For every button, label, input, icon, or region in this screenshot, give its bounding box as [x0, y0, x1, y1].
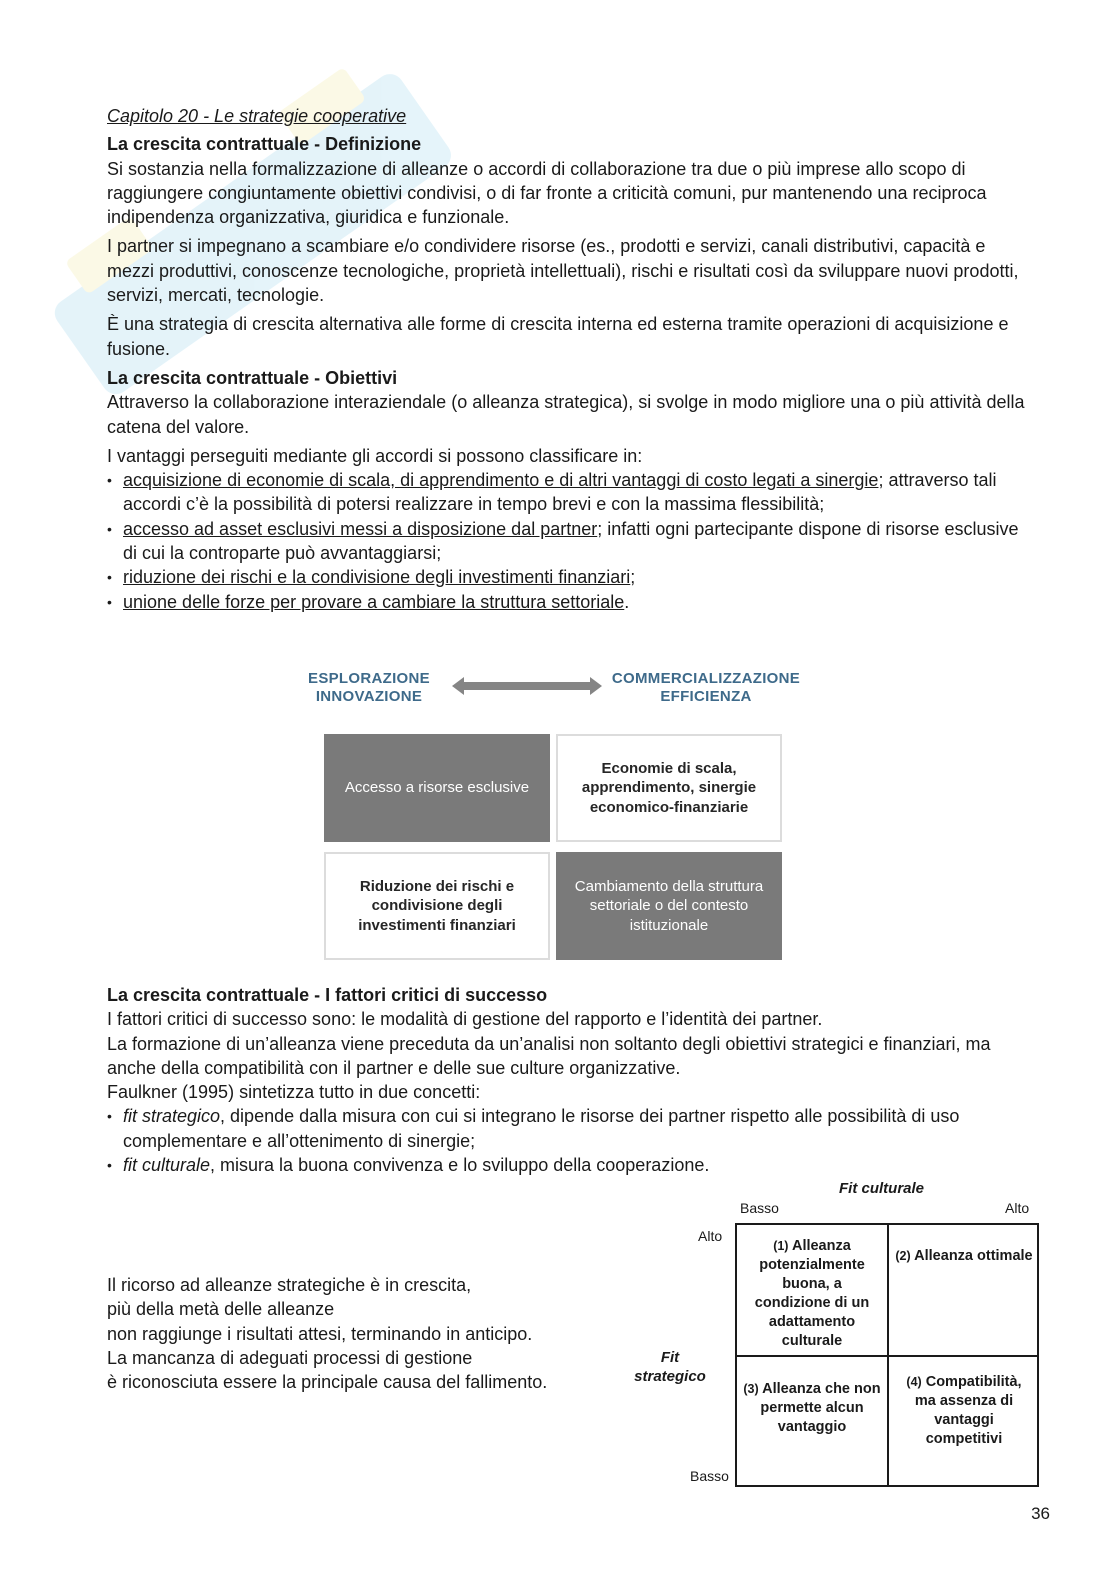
list-item-term: fit strategico — [123, 1106, 221, 1127]
paragraph: Attraverso la collaborazione interaziendale (o alleanza strategica), si svolge in modo migliore una o più attività della catena del valore. — [107, 392, 1025, 437]
y-axis-low-label: Basso — [690, 1468, 729, 1484]
x-axis-title: Fit culturale — [839, 1180, 925, 1197]
fit-matrix-figure — [620, 1178, 1050, 1490]
right-axis-label-line1: COMMERCIALIZZAZIONE — [611, 670, 801, 687]
paragraph: È una strategia di crescita alternativa alle forme di crescita interna ed esterna tramite operazioni di acquisizione e fusione. — [107, 314, 1009, 359]
note-line: è riconosciuta essere la principale causa del fallimento. — [107, 1372, 548, 1393]
note-line: più della metà delle alleanze — [107, 1299, 335, 1320]
double-arrow-icon — [452, 674, 602, 698]
x-axis-low-label: Basso — [740, 1200, 779, 1216]
list-item-text: ; attraverso tali accordi c’è la possibilità di potersi realizzare in tempo brevi e con la massima flessibilità; — [123, 470, 997, 515]
list-item-text: , dipende dalla misura con cui si integrano le risorse dei partner rispetto alle possibilità di uso complementare e all’ottenimento di sinergie; — [123, 1106, 960, 1151]
quadrant-text: Compatibilità, ma assenza di vantaggi competitivi — [914, 1374, 1022, 1447]
section-heading-fattori: La crescita contrattuale - I fattori critici di successo — [107, 985, 548, 1005]
y-axis-high-label: Alto — [698, 1228, 723, 1244]
list-item-underlined: riduzione dei rischi e la condivisione degli investimenti finanziari — [123, 567, 631, 588]
section-heading-obiettivi: La crescita contrattuale - Obiettivi — [107, 367, 398, 388]
quadrant-4 — [889, 1373, 1039, 1449]
main-text — [107, 104, 1027, 614]
paragraph: I fattori critici di successo sono: le modalità di gestione del rapporto e l’identità dei partner. — [107, 1009, 823, 1030]
section-heading-definizione: La crescita contrattuale - Definizione — [107, 134, 422, 155]
left-axis-label-line1: ESPLORAZIONE — [308, 670, 430, 687]
list-item-text: ; infatti ogni partecipante dispone di risorse esclusive di cui la controparte può avvantaggiarsi; — [123, 518, 1019, 564]
quadrant-number: (4) — [906, 1375, 922, 1389]
matrix-cell-riduzione: Riduzione dei rischi e condivisione degli investimenti finanziari — [324, 852, 550, 960]
y-axis-title-line1: Fit — [660, 1349, 680, 1366]
alliance-note — [107, 1273, 627, 1394]
list-item-text: ; — [630, 567, 636, 588]
fit-matrix-grid — [735, 1223, 1039, 1487]
quadrant-1 — [737, 1237, 887, 1351]
list-item-text: , misura la buona convivenza e lo sviluppo della cooperazione. — [210, 1155, 710, 1176]
list-item-underlined: accesso ad asset esclusivi messi a disposizione dal partner — [123, 518, 598, 539]
note-line: La mancanza di adeguati processi di gestione — [107, 1347, 473, 1368]
note-line: non raggiunge i risultati attesi, terminando in anticipo. — [107, 1323, 533, 1344]
main-text-continued — [107, 983, 1027, 1177]
quadrant-text: Alleanza ottimale — [914, 1248, 1033, 1264]
grid-divider-horizontal — [737, 1355, 1037, 1357]
y-axis-title — [630, 1348, 710, 1386]
chapter-title: Capitolo 20 - Le strategie cooperative — [107, 106, 407, 126]
objectives-matrix-figure — [306, 662, 806, 967]
note-line: Il ricorso ad alleanze strategiche è in crescita, — [107, 1275, 472, 1295]
paragraph: I partner si impegnano a scambiare e/o condividere risorse (es., prodotti e servizi, canali distributivi, capacità e mezzi produttivi, conoscenze tecnologiche, proprietà intellettuali), rischi e risultati così da sviluppare nuovi prodotti, servizi, mercati, tecnologie. — [107, 236, 1019, 306]
matrix-cell-accesso: Accesso a risorse esclusive — [324, 734, 550, 842]
list-item-underlined: unione delle forze per provare a cambiare la struttura settoriale — [123, 591, 625, 612]
quadrant-number: (2) — [895, 1249, 911, 1263]
paragraph: I vantaggi perseguiti mediante gli accordi si possono classificare in: — [107, 445, 643, 466]
list-item — [107, 565, 1027, 589]
y-axis-title-line2: strategico — [634, 1368, 706, 1385]
right-axis-label-line2: EFFICIENZA — [660, 688, 752, 705]
quadrant-text: Alleanza potenzialmente buona, a condizione di un adattamento culturale — [754, 1238, 870, 1349]
quadrant-number: (1) — [773, 1239, 789, 1253]
left-axis-label-line2: INNOVAZIONE — [315, 688, 423, 705]
paragraph: La formazione di un’alleanza viene preceduta da un’analisi non soltanto degli obiettivi strategici e finanziari, ma anche della compatibilità con il partner e delle sue culture organizzative. — [107, 1033, 991, 1078]
paragraph: Faulkner (1995) sintetizza tutto in due concetti: — [107, 1082, 481, 1103]
list-item — [107, 517, 1027, 566]
right-axis-label — [606, 670, 806, 706]
page-number: 36 — [1031, 1504, 1050, 1523]
quadrant-3 — [737, 1380, 887, 1437]
matrix-cell-cambiamento: Cambiamento della struttura settoriale o del contesto istituzionale — [556, 852, 782, 960]
x-axis-high-label: Alto — [1005, 1200, 1030, 1216]
list-item-underlined: acquisizione di economie di scala, di apprendimento e di altri vantaggi di costo legati a sinergie — [123, 470, 879, 491]
list-item-term: fit culturale — [123, 1155, 211, 1176]
quadrant-2 — [889, 1247, 1039, 1266]
quadrant-number: (3) — [743, 1382, 759, 1396]
list-item — [107, 590, 1027, 614]
list-item — [107, 468, 1027, 517]
paragraph: Si sostanzia nella formalizzazione di alleanze o accordi di collaborazione tra due o più imprese allo scopo di raggiungere congiuntamente obiettivi condivisi, o di far fronte a criticità comuni, pur mantenendo una reciproca indipendenza organizzativa, giuridica e funzionale. — [107, 158, 987, 228]
list-item — [107, 1153, 1027, 1177]
quadrant-text: Alleanza che non permette alcun vantaggio — [760, 1381, 881, 1435]
matrix-cell-economie: Economie di scala, apprendimento, sinergie economico-finanziarie — [556, 734, 782, 842]
list-item-text: . — [624, 591, 630, 612]
fit-concepts-list — [107, 1104, 1027, 1177]
left-axis-label — [306, 670, 432, 706]
advantages-list — [107, 468, 1027, 614]
list-item — [107, 1104, 1027, 1153]
